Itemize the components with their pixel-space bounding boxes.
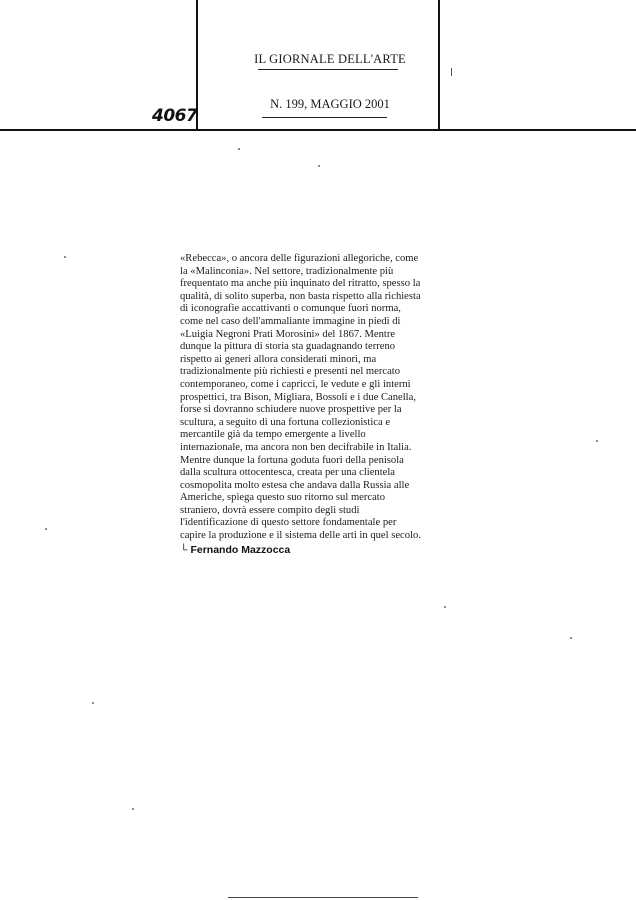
scan-speck xyxy=(570,637,572,639)
author-name: Fernando Mazzocca xyxy=(190,543,291,556)
article-line: «Luigia Negroni Prati Morosini» del 1867. Mentre xyxy=(180,328,396,340)
article-line: Americhe, spiega questo suo ritorno sul mercato xyxy=(180,492,386,504)
scan-speck xyxy=(45,528,47,530)
publication-title: IL GIORNALE DELL'ARTE xyxy=(254,52,406,66)
author-byline xyxy=(180,544,450,557)
article-line: straniero, dovrà essere compito degli studi xyxy=(180,504,360,516)
scan-speck xyxy=(238,148,240,150)
article-line: qualità, di solito superba, non basta rispetto alla richiesta xyxy=(180,290,421,302)
handwritten-number: 4067 xyxy=(152,106,198,126)
article-line: prospettici, tra Bison, Migliara, Bossoli e i due Canella, xyxy=(180,391,416,403)
article-line: dalla scultura ottocentesca, creata per una clientela xyxy=(180,467,395,479)
article-line: l'identificazione di questo settore fondamentale per xyxy=(180,517,397,529)
issue-date-underline xyxy=(262,117,387,118)
byline-mark-icon: └ xyxy=(180,543,188,556)
article-line: Mentre dunque la fortuna goduta fuori della penisola xyxy=(180,454,404,466)
scan-speck xyxy=(318,165,320,167)
publication-title-underline xyxy=(258,69,398,70)
issue-date: N. 199, MAGGIO 2001 xyxy=(270,97,390,111)
scan-speck xyxy=(596,440,598,442)
article-line: mercantile già da tempo emergente a livello xyxy=(180,429,366,441)
article-line: contemporaneo, come i capricci, le vedute e gli interni xyxy=(180,378,411,390)
article-line: «Rebecca», o ancora delle figurazioni allegoriche, come xyxy=(180,253,419,264)
article-line: tradizionalmente più richiesti e presenti nel mercato xyxy=(180,366,401,378)
article-text xyxy=(180,253,450,556)
header-right-border xyxy=(438,0,440,131)
article-line: dunque la pittura di storia sta guadagnando terreno xyxy=(180,341,396,353)
article-line: di iconografie accattivanti o comunque fuori norma, xyxy=(180,303,401,315)
article-line: cosmopolita molto estesa che andava dalla Russia alle xyxy=(180,479,410,491)
article-line: scultura, a seguito di una fortuna collezionistica e xyxy=(180,416,391,428)
article-line: come nel caso dell'ammaliante immagine in piedi di xyxy=(180,315,401,327)
scan-speck xyxy=(444,606,446,608)
article-line: capire la produzione e il sistema delle arti in quel secolo. xyxy=(180,530,421,542)
article-line: internazionale, ma ancora non ben decifrabile in Italia. xyxy=(180,441,412,453)
scan-speck xyxy=(92,702,94,704)
bottom-edge-line xyxy=(228,897,418,898)
article-line: la «Malinconia». Nel settore, tradizionalmente più xyxy=(180,265,394,277)
header-bottom-border xyxy=(0,129,636,131)
scan-speck xyxy=(132,808,134,810)
scan-speck xyxy=(64,256,66,258)
article-line: frequentato ma anche più inquinato del ritratto, spesso la xyxy=(180,278,421,290)
article-line: rispetto ai generi allora considerati minori, ma xyxy=(180,353,377,365)
edge-mark xyxy=(451,68,452,76)
article-line: forse si dovranno schiudere nuove prospettive per la xyxy=(180,404,402,416)
